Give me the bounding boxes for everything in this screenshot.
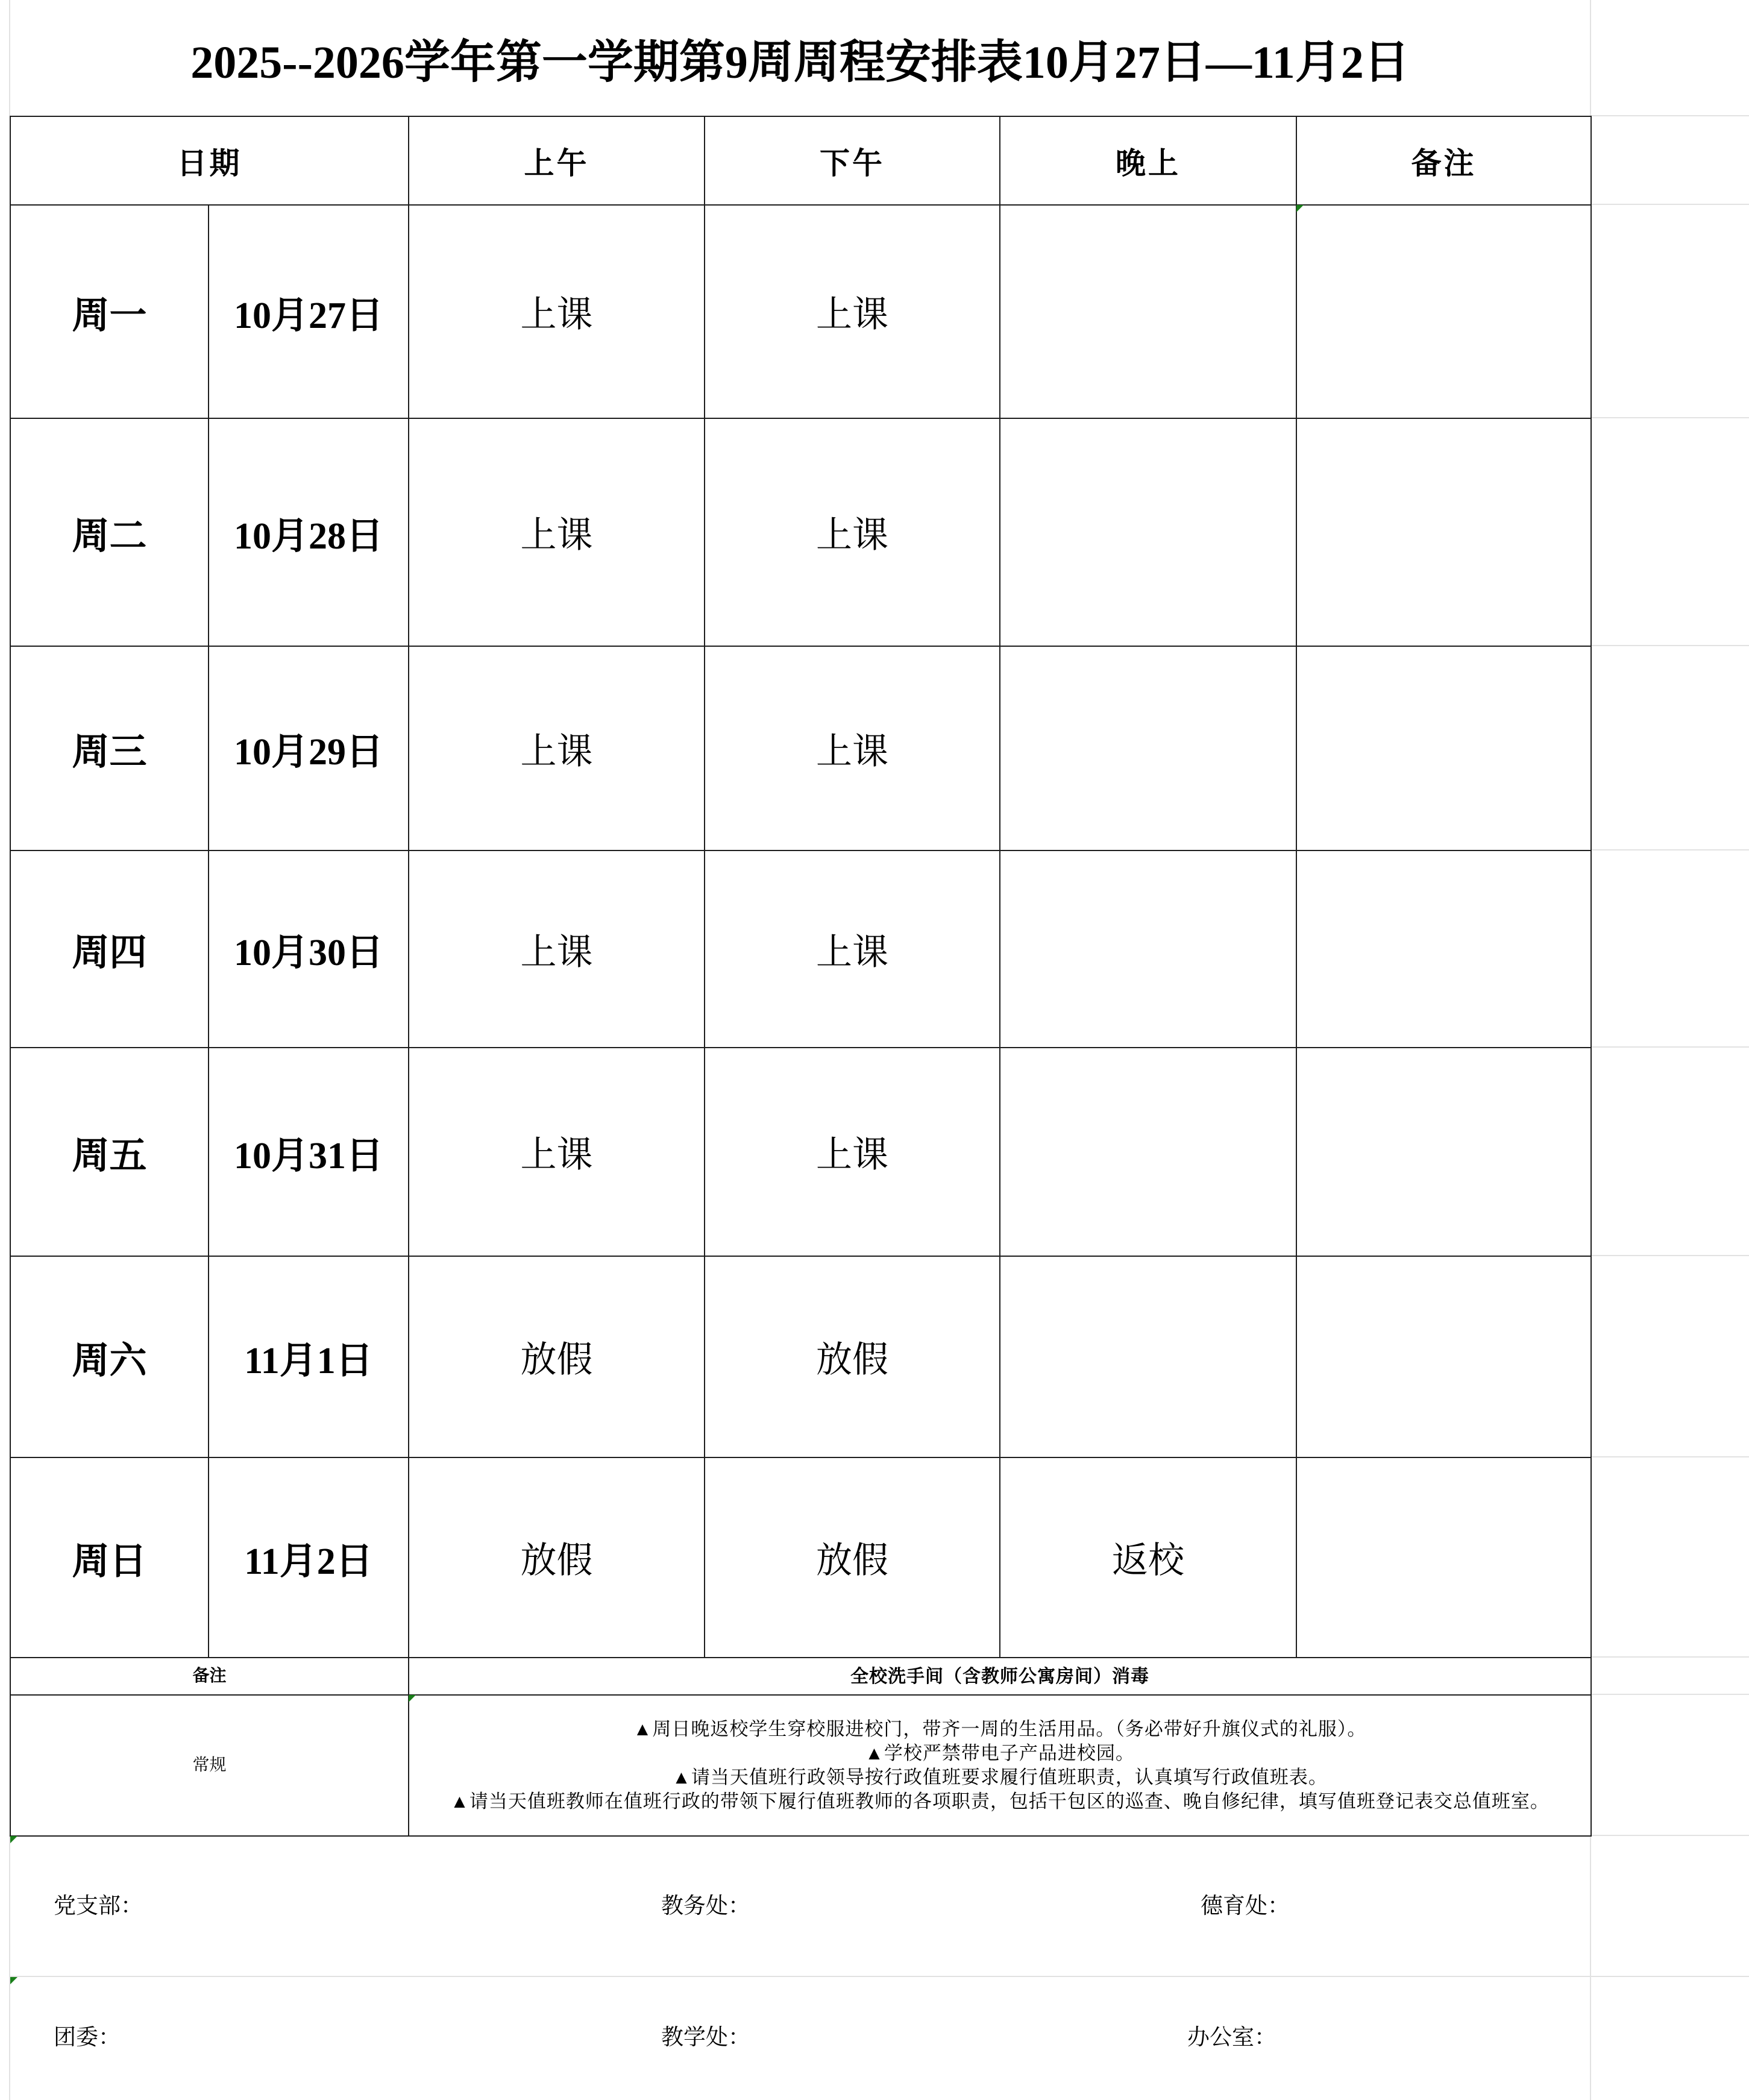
morning-cell: 放假 xyxy=(409,1457,705,1658)
routine-line: ▲请当天值班教师在值班行政的带领下履行值班教师的各项职责，包括干包区的巡查、晚自修纪律，填写值班登记表交总值班室。 xyxy=(450,1791,1550,1812)
cell-indicator-marker xyxy=(409,1695,416,1702)
morning-cell: 上课 xyxy=(409,646,705,850)
afternoon-cell: 上课 xyxy=(705,850,1000,1048)
afternoon-cell: 上课 xyxy=(705,1048,1000,1256)
note-row xyxy=(10,1658,1591,1695)
routine-row-label: 常规 xyxy=(10,1695,409,1836)
date-cell: 11月2日 xyxy=(209,1457,409,1658)
header-afternoon: 下午 xyxy=(705,116,1000,205)
remarks-cell xyxy=(1296,205,1591,418)
weekday-cell: 周六 xyxy=(10,1256,209,1457)
date-cell: 10月31日 xyxy=(209,1048,409,1256)
gridline xyxy=(9,1835,10,2100)
cell-indicator-marker xyxy=(10,1977,17,1984)
signature-moral-education: 德育处： xyxy=(1201,1894,1290,1919)
evening-cell xyxy=(1000,1048,1296,1256)
cell-indicator-marker xyxy=(1296,205,1304,212)
date-cell: 10月28日 xyxy=(209,418,409,646)
morning-cell: 上课 xyxy=(409,418,705,646)
gridline xyxy=(1591,1046,1749,1048)
schedule-row-friday xyxy=(10,1048,1591,1256)
header-morning: 上午 xyxy=(409,116,705,205)
routine-line: ▲学校严禁带电子产品进校园。 xyxy=(865,1743,1135,1764)
gridline xyxy=(1590,1835,1591,2100)
evening-cell xyxy=(1000,850,1296,1048)
gridline xyxy=(1591,645,1749,646)
remarks-cell xyxy=(1296,418,1591,646)
date-cell: 10月27日 xyxy=(209,205,409,418)
remarks-cell xyxy=(1296,1256,1591,1457)
gridline xyxy=(1591,204,1749,205)
remarks-cell xyxy=(1296,1048,1591,1256)
routine-row-content xyxy=(409,1695,1591,1836)
remarks-cell xyxy=(1296,850,1591,1048)
schedule-row-tuesday xyxy=(10,418,1591,646)
signature-academic-affairs: 教务处： xyxy=(661,1894,750,1919)
schedule-row-monday xyxy=(10,205,1591,418)
signature-party-branch: 党支部： xyxy=(54,1894,143,1919)
note-row-text: 全校洗手间（含教师公寓房间）消毒 xyxy=(409,1658,1591,1695)
schedule-row-thursday xyxy=(10,850,1591,1048)
weekday-cell: 周三 xyxy=(10,646,209,850)
gridline xyxy=(1591,115,1749,116)
note-row-label: 备注 xyxy=(10,1658,409,1695)
afternoon-cell: 上课 xyxy=(705,205,1000,418)
evening-cell xyxy=(1000,646,1296,850)
routine-line: ▲周日晚返校学生穿校服进校门，带齐一周的生活用品。（务必带好升旗仪式的礼服）。 xyxy=(633,1718,1367,1740)
gridline xyxy=(1591,417,1749,418)
weekday-cell: 周五 xyxy=(10,1048,209,1256)
weekday-cell: 周一 xyxy=(10,205,209,418)
header-date: 日期 xyxy=(10,116,409,205)
signature-youth-league: 团委： xyxy=(54,2025,121,2050)
schedule-row-saturday xyxy=(10,1256,1591,1457)
weekday-cell: 周二 xyxy=(10,418,209,646)
gridline xyxy=(1591,849,1749,850)
gridline xyxy=(1591,1255,1749,1256)
gridline xyxy=(10,1976,1749,1977)
date-cell: 10月29日 xyxy=(209,646,409,850)
routine-line: ▲请当天值班行政领导按行政值班要求履行值班职责，认真填写行政值班表。 xyxy=(672,1767,1328,1788)
gridline xyxy=(1591,1694,1749,1695)
gridline xyxy=(1591,1656,1749,1658)
morning-cell: 上课 xyxy=(409,1048,705,1256)
gridline xyxy=(1591,1456,1749,1457)
schedule-table xyxy=(10,116,1592,1837)
remarks-cell xyxy=(1296,646,1591,850)
afternoon-cell: 放假 xyxy=(705,1256,1000,1457)
afternoon-cell: 放假 xyxy=(705,1457,1000,1658)
morning-cell: 放假 xyxy=(409,1256,705,1457)
morning-cell: 上课 xyxy=(409,850,705,1048)
evening-cell xyxy=(1000,205,1296,418)
signature-teaching-office: 教学处： xyxy=(661,2025,750,2050)
schedule-row-sunday xyxy=(10,1457,1591,1658)
evening-cell: 返校 xyxy=(1000,1457,1296,1658)
cell-indicator-marker xyxy=(10,1836,17,1843)
signature-general-office: 办公室： xyxy=(1187,2025,1276,2050)
afternoon-cell: 上课 xyxy=(705,418,1000,646)
remarks-cell xyxy=(1296,1457,1591,1658)
gridline xyxy=(1591,1835,1749,1836)
evening-cell xyxy=(1000,1256,1296,1457)
afternoon-cell: 上课 xyxy=(705,646,1000,850)
date-cell: 10月30日 xyxy=(209,850,409,1048)
date-cell: 11月1日 xyxy=(209,1256,409,1457)
schedule-row-wednesday xyxy=(10,646,1591,850)
weekday-cell: 周四 xyxy=(10,850,209,1048)
header-row xyxy=(10,116,1591,205)
header-evening: 晚上 xyxy=(1000,116,1296,205)
weekday-cell: 周日 xyxy=(10,1457,209,1658)
routine-row xyxy=(10,1695,1591,1836)
header-remarks: 备注 xyxy=(1296,116,1591,205)
evening-cell xyxy=(1000,418,1296,646)
page-title: 2025--2026学年第一学期第9周周程安排表10月27日—11月2日 xyxy=(190,37,1410,88)
morning-cell: 上课 xyxy=(409,205,705,418)
